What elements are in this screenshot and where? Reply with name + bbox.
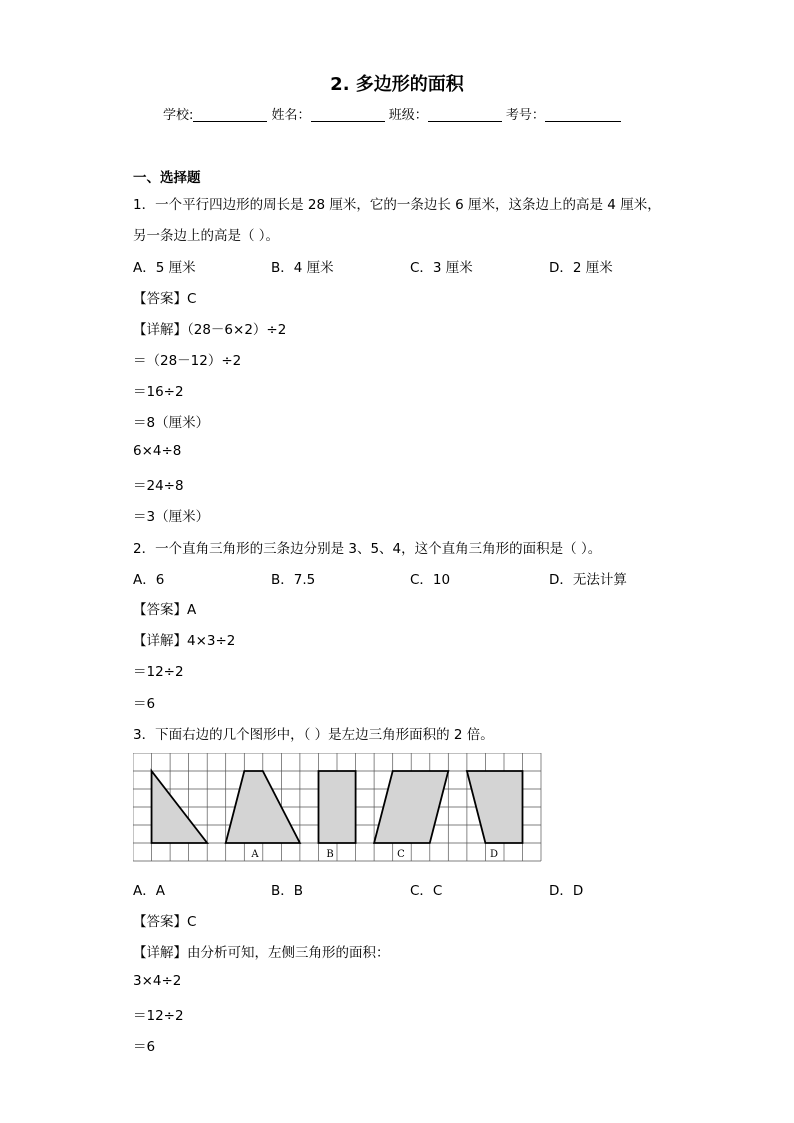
q1-detail-line: ＝16÷2 [133, 384, 184, 400]
parallelogram-c-shape [374, 771, 448, 843]
q1-option-a: A．5 厘米 [133, 260, 196, 276]
student-info-line [163, 104, 621, 123]
q1-detail-line: ＝24÷8 [133, 478, 184, 494]
q3-detail-line: 3×4÷2 [133, 973, 182, 989]
q2-detail-line: ＝12÷2 [133, 664, 184, 680]
q1-option-c: C．3 厘米 [410, 260, 473, 276]
q1-detail-line: ＝3（厘米） [133, 509, 210, 525]
q3-option-c: C．C [410, 883, 443, 899]
q2-option-d: D．无法计算 [549, 572, 627, 588]
school-blank [193, 109, 267, 122]
q3-option-a: A．A [133, 883, 165, 899]
q1-option-b: B．4 厘米 [271, 260, 334, 276]
class-label: 班级： [388, 108, 428, 123]
trapezoid-d-shape [467, 771, 523, 843]
q3-answer: 【答案】C [133, 914, 197, 930]
q2-detail-line: ＝6 [133, 696, 156, 712]
q2-answer: 【答案】A [133, 602, 197, 618]
q1-detail-line: 6×4÷8 [133, 443, 182, 459]
figure-label-b: B [326, 849, 334, 860]
q1-option-d: D．2 厘米 [549, 260, 613, 276]
q3-detail-line: 【详解】由分析可知，左侧三角形的面积： [133, 945, 390, 961]
school-label: 学校: [163, 108, 194, 123]
q2-detail-line: 【详解】4×3÷2 [133, 633, 236, 649]
grid-shapes-figure [133, 753, 543, 863]
q1-answer: 【答案】C [133, 291, 197, 307]
q2-option-c: C．10 [410, 572, 451, 588]
q3-option-b: B．B [271, 883, 304, 899]
section-heading: 一、选择题 [133, 170, 201, 186]
class-blank [428, 109, 502, 122]
q1-detail-line: 【详解】（28－6×2）÷2 [133, 322, 287, 338]
exam-no-label: 考号： [505, 108, 545, 123]
q2-option-a: A．6 [133, 572, 165, 588]
q3-detail-line: ＝12÷2 [133, 1008, 184, 1024]
figure-label-d: D [489, 849, 499, 860]
q1-stem-line1: 1．一个平行四边形的周长是 28 厘米，它的一条边长 6 厘米，这条边上的高是 4 厘米， [133, 197, 661, 213]
q2-option-b: B．7.5 [271, 572, 316, 588]
figure-label-a: A [251, 849, 259, 860]
name-label: 姓名： [271, 108, 311, 123]
q1-detail-line: ＝（28－12）÷2 [133, 353, 242, 369]
rectangle-b-shape [319, 771, 356, 843]
q3-detail-line: ＝6 [133, 1039, 156, 1055]
page-title: 2. 多边形的面积 [330, 74, 464, 95]
q3-stem: 3．下面右边的几个图形中，（ ）是左边三角形面积的 2 倍。 [133, 727, 494, 743]
figure-label-c: C [397, 849, 405, 860]
q1-stem-line2: 另一条边上的高是（ ）。 [133, 228, 280, 244]
exam-no-blank [545, 109, 621, 122]
q3-option-d: D．D [549, 883, 584, 899]
q1-detail-line: ＝8（厘米） [133, 415, 210, 431]
name-blank [311, 109, 385, 122]
q2-stem: 2．一个直角三角形的三条边分别是 3、5、4，这个直角三角形的面积是（ ）。 [133, 541, 602, 557]
